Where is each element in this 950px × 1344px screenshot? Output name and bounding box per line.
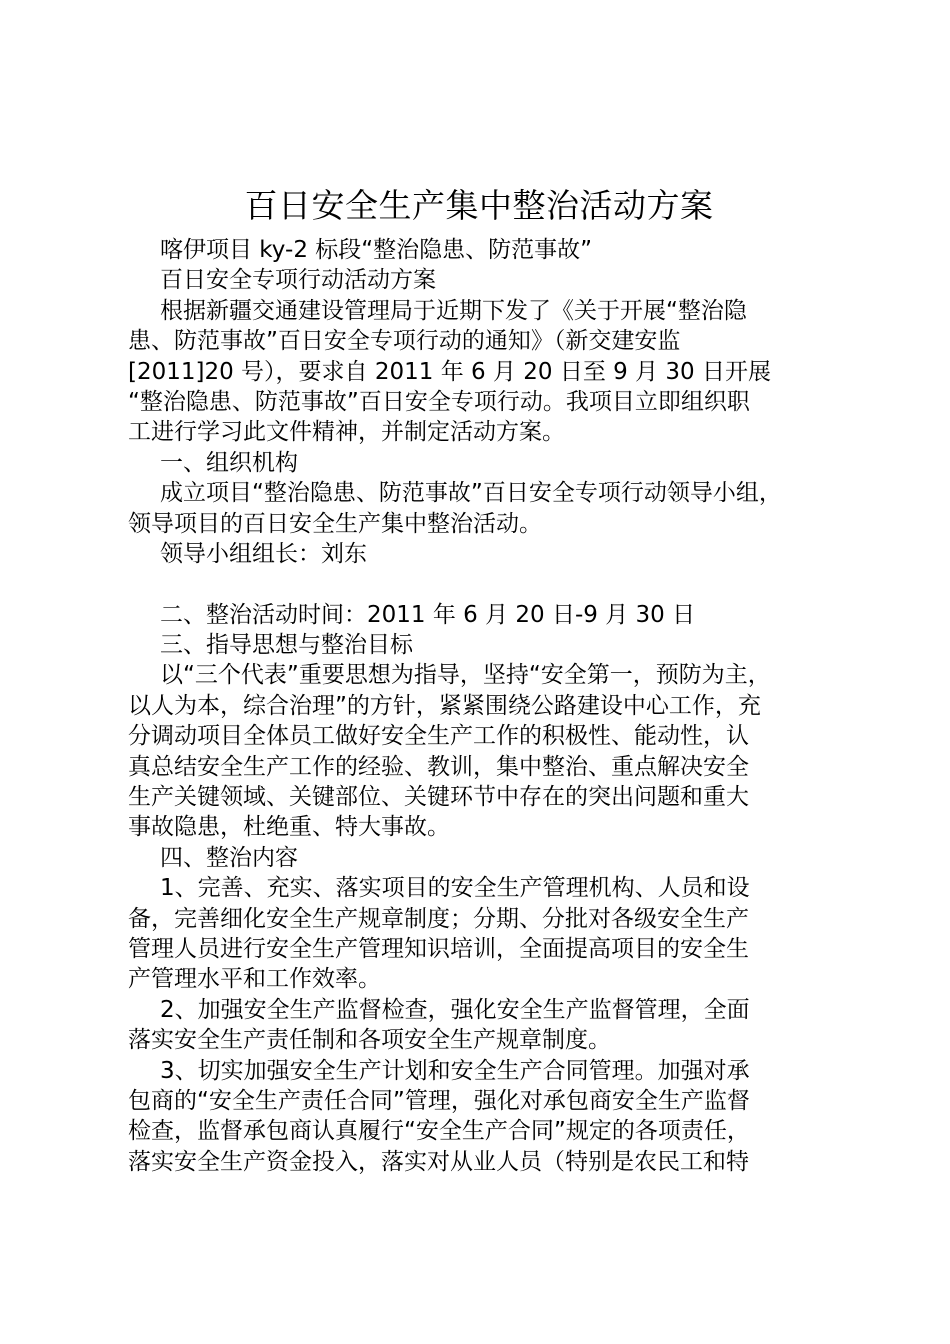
text-line: 产管理水平和工作效率。 xyxy=(128,966,381,993)
text-line: 3、切实加强安全生产计划和安全生产合同管理。加强对承 xyxy=(160,1057,750,1084)
text-line: 工进行学习此文件精神，并制定活动方案。 xyxy=(128,419,565,446)
text-line: 管理人员进行安全生产管理知识培训，全面提高项目的安全生 xyxy=(128,935,749,962)
text-line: [2011]20 号），要求自 2011 年 6 月 20 日至 9 月 30 日开展 xyxy=(128,358,772,385)
document-title: 百日安全生产集中整治活动方案 xyxy=(244,186,714,225)
text-line: 检查，监督承包商认真履行“安全生产合同”规定的各项责任， xyxy=(128,1118,750,1145)
text-line: 根据新疆交通建设管理局于近期下发了《关于开展“整治隐 xyxy=(160,297,747,324)
text-line: 落实安全生产资金投入，落实对从业人员（特别是农民工和特 xyxy=(128,1148,749,1175)
text-line: 事故隐患，杜绝重、特大事故。 xyxy=(128,814,450,841)
text-line: 三、指导思想与整治目标 xyxy=(160,632,413,659)
text-line: “整治隐患、防范事故”百日安全专项行动。我项目立即组织职 xyxy=(128,388,750,415)
text-line: 百日安全专项行动活动方案 xyxy=(160,267,436,294)
text-line: 成立项目“整治隐患、防范事故”百日安全专项行动领导小组， xyxy=(160,480,782,507)
text-line: 领导小组组长：刘东 xyxy=(160,540,367,567)
text-line: 喀伊项目 ky-2 标段“整治隐患、防范事故” xyxy=(160,237,593,263)
text-line: 真总结安全生产工作的经验、教训，集中整治、重点解决安全 xyxy=(128,753,749,780)
text-line: 包商的“安全生产责任合同”管理，强化对承包商安全生产监督 xyxy=(128,1087,750,1114)
text-line: 四、整治内容 xyxy=(160,844,298,871)
text-line: 领导项目的百日安全生产集中整治活动。 xyxy=(128,510,542,537)
text-line: 二、整治活动时间：2011 年 6 月 20 日-9 月 30 日 xyxy=(160,601,696,628)
text-line: 生产关键领域、关键部位、关键环节中存在的突出问题和重大 xyxy=(128,784,749,811)
text-line: 1、完善、充实、落实项目的安全生产管理机构、人员和设 xyxy=(160,875,750,902)
document-body xyxy=(128,235,843,1177)
text-line: 以人为本，综合治理”的方针，紧紧围绕公路建设中心工作，充 xyxy=(128,692,761,719)
text-line: 一、组织机构 xyxy=(160,449,298,476)
text-line: 以“三个代表”重要思想为指导，坚持“安全第一，预防为主， xyxy=(160,662,771,689)
blank-line xyxy=(128,569,843,599)
text-line: 分调动项目全体员工做好安全生产工作的积极性、能动性，认 xyxy=(128,723,749,750)
text-line: 2、加强安全生产监督检查，强化安全生产监督管理，全面 xyxy=(160,996,750,1023)
text-line: 备，完善细化安全生产规章制度；分期、分批对各级安全生产 xyxy=(128,905,749,932)
text-line: 患、防范事故”百日安全专项行动的通知》（新交建安监 xyxy=(128,328,681,355)
text-line: 落实安全生产责任制和各项安全生产规章制度。 xyxy=(128,1027,611,1054)
